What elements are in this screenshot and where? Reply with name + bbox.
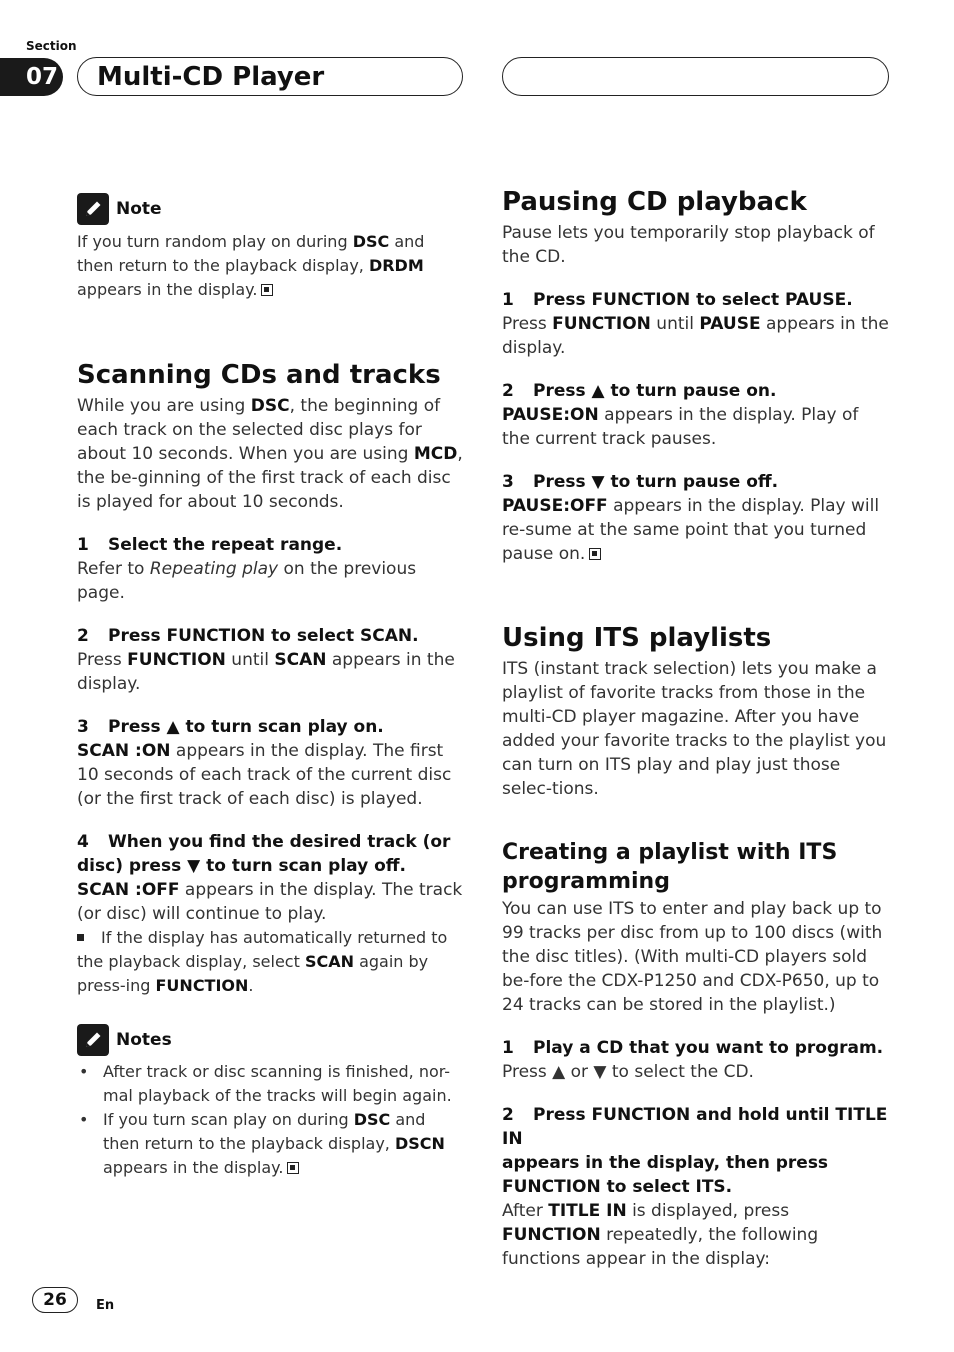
- square-bullet-icon: [77, 934, 84, 941]
- scan-step-3-title: 3 Press ▲ to turn scan play on.: [77, 717, 384, 737]
- scan-step-3-body: SCAN :ON appears in the display. The first 10 seconds of each track of the current disc (or the first track of each disc) is played.: [77, 741, 452, 809]
- note-header: [77, 193, 465, 225]
- pencil-icon: [77, 1024, 109, 1056]
- language-code: En: [96, 1298, 115, 1313]
- right-column: [502, 186, 890, 1271]
- left-column: [77, 193, 465, 1180]
- page-number: 26: [32, 1287, 78, 1313]
- its-step-1-title: 1 Play a CD that you want to program.: [502, 1038, 884, 1058]
- pause-step-1-body: Press FUNCTION until PAUSE appears in the display.: [502, 314, 889, 358]
- heading-creating-playlist: Creating a playlist with ITS programming: [502, 840, 838, 894]
- pause-step-1-title: 1 Press FUNCTION to select PAUSE.: [502, 290, 853, 310]
- header-right-frame: [502, 57, 889, 96]
- pause-step-2-body: PAUSE:ON appears in the display. Play of the current track pauses.: [502, 405, 859, 449]
- chapter-title: Multi-CD Player: [77, 57, 463, 96]
- note-text: If you turn random play on during DSC and then return to the playback display, DRDM appears in the display.: [77, 232, 425, 299]
- note-title: Note: [116, 199, 162, 219]
- its-sub-intro: You can use ITS to enter and play back up to 99 tracks per disc from up to 100 discs (with the disc titles). (With multi-CD players sold be-fore the CDX-P1250 and CDX-P650, up to 24 tracks can be stored in the playlist.): [502, 899, 883, 1015]
- its-intro: ITS (instant track selection) lets you make a playlist of favorite tracks from those in the multi-CD player magazine. After you have added your favorite tracks to the playlist you can turn on ITS play and play just those selec-tions.: [502, 659, 887, 799]
- scan-step-1-title: 1 Select the repeat range.: [77, 535, 343, 555]
- pause-intro: Pause lets you temporarily stop playback of the CD.: [502, 223, 875, 267]
- scan-intro: While you are using DSC, the beginning of each track on the selected disc plays for about 10 seconds. When you are using MCD, the be-ginning of the first track of each disc is played for about 10 seconds.: [77, 396, 463, 512]
- notes-item-1: • After track or disc scanning is finished, nor-mal playback of the tracks will begin again.: [79, 1062, 452, 1105]
- notes-header: [77, 1024, 465, 1056]
- end-mark-icon: [261, 284, 273, 296]
- end-mark-icon: [589, 548, 601, 560]
- its-step-2-title: 2 Press FUNCTION and hold until TITLE IN appears in the display, then press FUNCTION to select ITS.: [502, 1105, 888, 1197]
- scan-step-4-body: SCAN :OFF appears in the display. The track (or disc) will continue to play.: [77, 880, 463, 924]
- heading-pausing: Pausing CD playback: [502, 187, 807, 217]
- pause-step-2-title: 2 Press ▲ to turn pause on.: [502, 381, 777, 401]
- notes-item-2: • If you turn scan play on during DSC and then return to the playback display, DSCN appears in the display.: [79, 1110, 445, 1177]
- heading-its: Using ITS playlists: [502, 623, 772, 653]
- scan-step-4-title: 4 When you find the desired track (or disc) press ▼ to turn scan play off.: [77, 832, 451, 876]
- pause-step-3-body: PAUSE:OFF appears in the display. Play will re-sume at the same point that you turned pause on.: [502, 496, 880, 564]
- section-number-tab: 07: [0, 58, 63, 96]
- its-step-1-body: Press ▲ or ▼ to select the CD.: [502, 1062, 754, 1082]
- section-label: Section: [26, 39, 77, 53]
- scan-step-4-subnote: If the display has automatically returned to the playback display, select SCAN again by press-ing FUNCTION.: [77, 928, 448, 995]
- its-step-2-body: After TITLE IN is displayed, press FUNCTION repeatedly, the following functions appear in the display:: [502, 1201, 819, 1269]
- notes-title: Notes: [116, 1030, 172, 1050]
- scan-step-1-body: Refer to Repeating play on the previous page.: [77, 559, 417, 603]
- scan-step-2-body: Press FUNCTION until SCAN appears in the display.: [77, 650, 455, 694]
- scan-step-2-title: 2 Press FUNCTION to select SCAN.: [77, 626, 419, 646]
- pause-step-3-title: 3 Press ▼ to turn pause off.: [502, 472, 779, 492]
- end-mark-icon: [287, 1162, 299, 1174]
- pencil-icon: [77, 193, 109, 225]
- heading-scanning: Scanning CDs and tracks: [77, 360, 441, 390]
